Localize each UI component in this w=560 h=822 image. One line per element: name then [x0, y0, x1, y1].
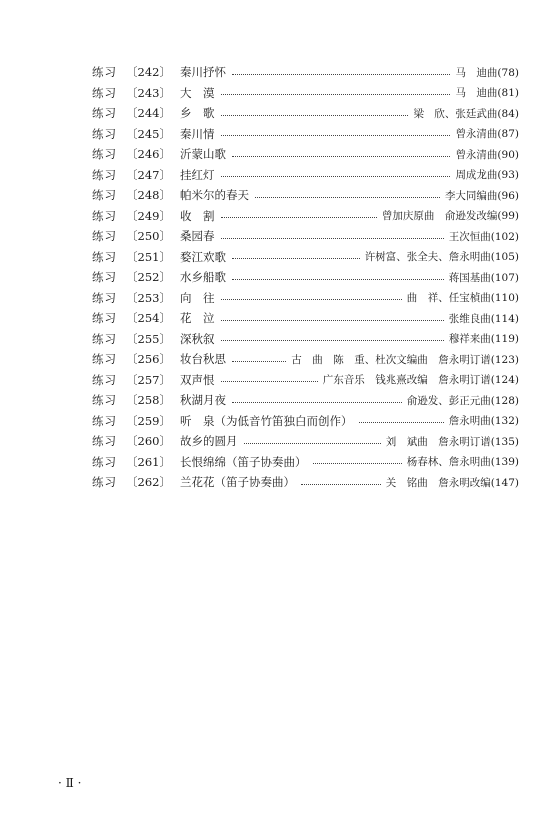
exercise-number: 〔255〕: [126, 331, 171, 346]
composer-credit: 俞逊发、彭正元曲(128): [406, 394, 519, 407]
composer-credit: 张维良曲(114): [448, 312, 519, 325]
dot-leader: [244, 443, 381, 444]
exercise-label: 练习: [92, 352, 117, 367]
dot-leader: [301, 484, 381, 485]
dot-leader: [221, 238, 444, 239]
exercise-number: 〔243〕: [126, 85, 171, 100]
toc-entry[interactable]: [92, 431, 519, 452]
toc-entry[interactable]: [92, 185, 519, 206]
piece-title: 桑园春: [180, 229, 215, 244]
exercise-label: 练习: [92, 475, 117, 490]
dot-leader: [221, 94, 451, 95]
composer-credit: 刘 斌曲 詹永明订谱(135): [385, 435, 519, 448]
toc-entry[interactable]: [92, 452, 519, 473]
dot-leader: [232, 402, 402, 403]
page-number: · Ⅱ ·: [58, 776, 82, 790]
toc-entry[interactable]: [92, 370, 519, 391]
toc-entry[interactable]: [92, 308, 519, 329]
piece-title: 向 往: [180, 290, 215, 305]
piece-title: 秦川情: [180, 126, 215, 141]
exercise-number: 〔256〕: [126, 352, 171, 367]
exercise-number: 〔245〕: [126, 126, 171, 141]
exercise-number: 〔260〕: [126, 434, 171, 449]
exercise-number: 〔251〕: [126, 249, 171, 264]
exercise-label: 练习: [92, 106, 117, 121]
dot-leader: [232, 156, 450, 157]
toc-entry[interactable]: [92, 165, 519, 186]
toc-entry[interactable]: [92, 247, 519, 268]
exercise-number: 〔262〕: [126, 475, 171, 490]
exercise-number: 〔259〕: [126, 413, 171, 428]
exercise-label: 练习: [92, 147, 117, 162]
composer-credit: 梁 欣、张廷武曲(84): [413, 107, 519, 120]
exercise-number: 〔252〕: [126, 270, 171, 285]
piece-title: 挂红灯: [180, 167, 215, 182]
exercise-label: 练习: [92, 454, 117, 469]
dot-leader: [221, 217, 377, 218]
composer-credit: 广东音乐 钱兆熹改编 詹永明订谱(124): [322, 374, 519, 387]
exercise-number: 〔248〕: [126, 188, 171, 203]
piece-title: 花 泣: [180, 311, 215, 326]
toc-entry[interactable]: [92, 288, 519, 309]
piece-title: 大 漠: [180, 85, 215, 100]
piece-title: 兰花花（笛子协奏曲）: [180, 475, 295, 490]
piece-title: 沂蒙山歌: [180, 147, 226, 162]
dot-leader: [221, 115, 409, 116]
composer-credit: 曾加庆原曲 俞逊发改编(99): [381, 210, 519, 223]
exercise-label: 练习: [92, 249, 117, 264]
piece-title: 水乡船歌: [180, 270, 226, 285]
dot-leader: [221, 135, 451, 136]
toc-entry[interactable]: [92, 124, 519, 145]
toc-entry[interactable]: [92, 267, 519, 288]
exercise-label: 练习: [92, 188, 117, 203]
piece-title: 收 割: [180, 208, 215, 223]
dot-leader: [313, 463, 402, 464]
composer-credit: 曲 祥、任宝楨曲(110): [406, 292, 519, 305]
exercise-label: 练习: [92, 85, 117, 100]
exercise-label: 练习: [92, 372, 117, 387]
toc-entry[interactable]: [92, 329, 519, 350]
toc-entry[interactable]: [92, 411, 519, 432]
exercise-label: 练习: [92, 331, 117, 346]
exercise-number: 〔242〕: [126, 65, 171, 80]
exercise-number: 〔246〕: [126, 147, 171, 162]
exercise-number: 〔254〕: [126, 311, 171, 326]
exercise-label: 练习: [92, 290, 117, 305]
piece-title: 妆台秋思: [180, 352, 226, 367]
exercise-label: 练习: [92, 208, 117, 223]
dot-leader: [255, 197, 440, 198]
composer-credit: 李大同编曲(96): [444, 189, 519, 202]
exercise-label: 练习: [92, 413, 117, 428]
exercise-number: 〔261〕: [126, 454, 171, 469]
table-of-contents: [92, 62, 519, 493]
composer-credit: 杨春林、詹永明曲(139): [406, 456, 519, 469]
composer-credit: 关 铭曲 詹永明改编(147): [385, 476, 519, 489]
composer-credit: 王次恒曲(102): [448, 230, 519, 243]
exercise-number: 〔244〕: [126, 106, 171, 121]
dot-leader: [232, 361, 286, 362]
toc-entry[interactable]: [92, 472, 519, 493]
exercise-label: 练习: [92, 270, 117, 285]
toc-entry[interactable]: [92, 206, 519, 227]
composer-credit: 穆祥来曲(119): [448, 333, 519, 346]
toc-entry[interactable]: [92, 390, 519, 411]
dot-leader: [232, 74, 450, 75]
piece-title: 秋湖月夜: [180, 393, 226, 408]
dot-leader: [221, 340, 444, 341]
piece-title: 乡 歌: [180, 106, 215, 121]
toc-entry[interactable]: [92, 103, 519, 124]
dot-leader: [359, 422, 444, 423]
composer-credit: 许树富、张全夫、詹永明曲(105): [364, 251, 519, 264]
composer-credit: 马 迪曲(81): [455, 87, 519, 100]
exercise-label: 练习: [92, 65, 117, 80]
exercise-number: 〔247〕: [126, 167, 171, 182]
exercise-number: 〔258〕: [126, 393, 171, 408]
dot-leader: [221, 176, 451, 177]
piece-title: 长恨绵绵（笛子协奏曲）: [180, 454, 307, 469]
piece-title: 故乡的圆月: [180, 434, 238, 449]
piece-title: 双声恨: [180, 372, 215, 387]
exercise-label: 练习: [92, 229, 117, 244]
toc-entry[interactable]: [92, 349, 519, 370]
piece-title: 深秋叙: [180, 331, 215, 346]
toc-entry[interactable]: [92, 62, 519, 83]
composer-credit: 古 曲 陈 重、杜次文编曲 詹永明订谱(123): [291, 353, 519, 366]
piece-title: 秦川抒怀: [180, 65, 226, 80]
exercise-label: 练习: [92, 126, 117, 141]
dot-leader: [221, 320, 444, 321]
exercise-label: 练习: [92, 167, 117, 182]
exercise-label: 练习: [92, 393, 117, 408]
exercise-number: 〔249〕: [126, 208, 171, 223]
exercise-label: 练习: [92, 311, 117, 326]
toc-entry[interactable]: [92, 144, 519, 165]
composer-credit: 马 迪曲(78): [455, 66, 519, 79]
piece-title: 帕米尔的春天: [180, 188, 249, 203]
composer-credit: 曾永清曲(90): [455, 148, 519, 161]
exercise-label: 练习: [92, 434, 117, 449]
composer-credit: 周成龙曲(93): [455, 169, 519, 182]
composer-credit: 詹永明曲(132): [448, 415, 519, 428]
dot-leader: [232, 258, 360, 259]
composer-credit: 蒋国基曲(107): [448, 271, 519, 284]
piece-title: 听 泉（为低音竹笛独白而创作）: [180, 413, 353, 428]
composer-credit: 曾永清曲(87): [455, 128, 519, 141]
toc-entry[interactable]: [92, 83, 519, 104]
piece-title: 婺江欢歌: [180, 249, 226, 264]
toc-entry[interactable]: [92, 226, 519, 247]
dot-leader: [221, 299, 402, 300]
dot-leader: [221, 381, 318, 382]
exercise-number: 〔257〕: [126, 372, 171, 387]
exercise-number: 〔253〕: [126, 290, 171, 305]
exercise-number: 〔250〕: [126, 229, 171, 244]
dot-leader: [232, 279, 444, 280]
